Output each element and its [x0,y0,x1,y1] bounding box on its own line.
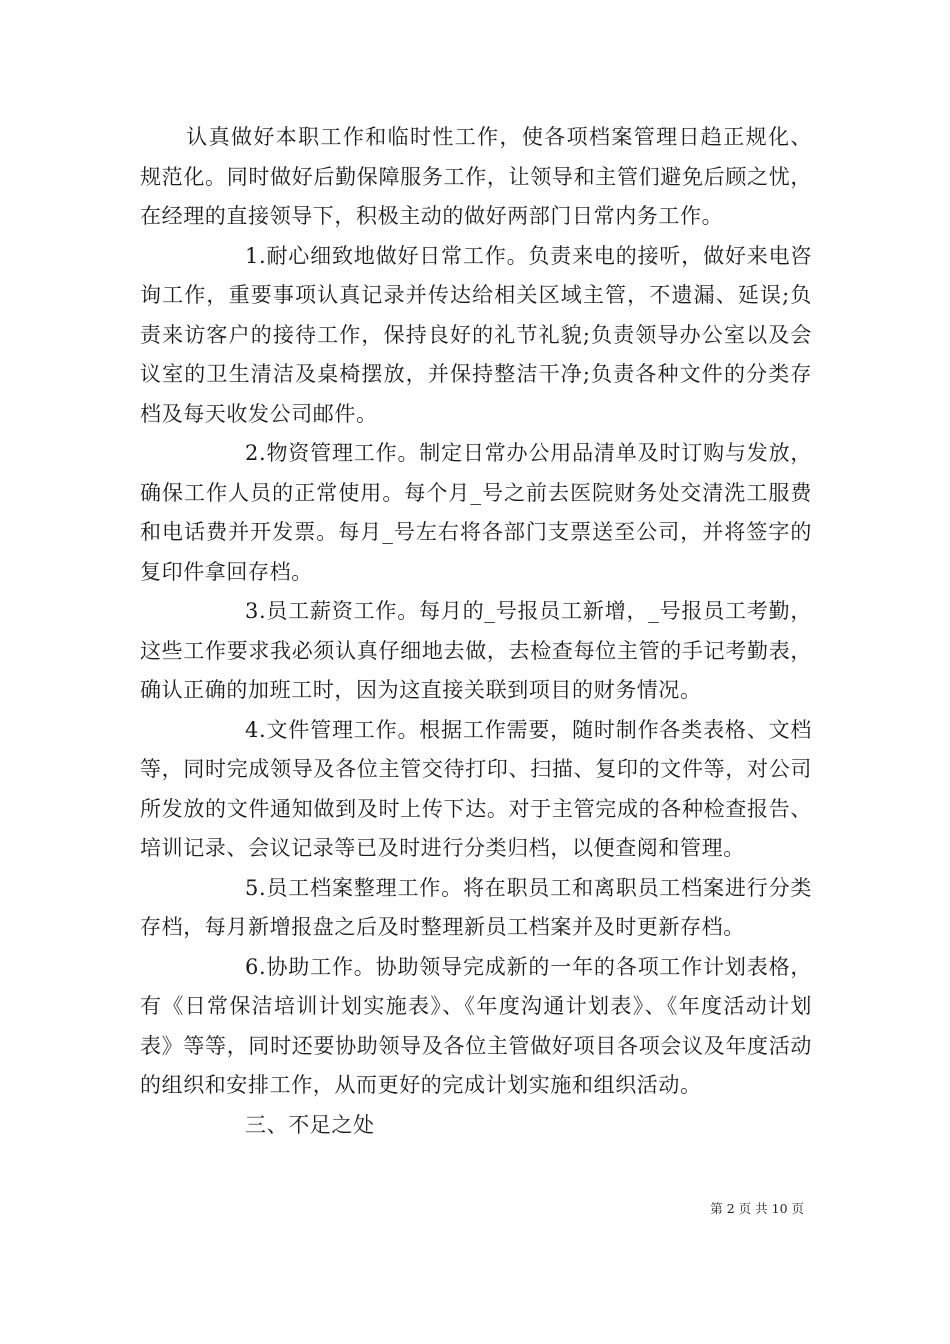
page-number-footer: 第 2 页 共 10 页 [710,1201,804,1216]
document-body [140,118,812,1145]
paragraph-item-1: 1.耐心细致地做好日常工作。负责来电的接听，做好来电咨询工作，重要事项认真记录并传达给相关区域主管，不遗漏、延误;负责来访客户的接待工作，保持良好的礼节礼貌;负责领导办公室以及会议室的卫生清洁及桌椅摆放，并保持整洁干净;负责各种文件的分类存档及每天收发公司邮件。 [140,243,812,426]
paragraph-item-3: 3.员工薪资工作。每月的_号报员工新增，_号报员工考勤，这些工作要求我必须认真仔细地去做，去检查每位主管的手记考勤表，确认正确的加班工时，因为这直接关联到项目的财务情况。 [140,599,812,702]
paragraph-item-5: 5.员工档案整理工作。将在职员工和离职员工档案进行分类存档，每月新增报盘之后及时整理新员工档案并及时更新存档。 [140,875,812,939]
paragraph-intro: 认真做好本职工作和临时性工作，使各项档案管理日趋正规化、规范化。同时做好后勤保障服务工作，让领导和主管们避免后顾之忧，在经理的直接领导下，积极主动的做好两部门日常内务工作。 [140,125,812,228]
section-heading: 三、不足之处 [245,1112,375,1137]
paragraph-item-6: 6.协助工作。协助领导完成新的一年的各项工作计划表格，有《日常保洁培训计划实施表》、《年度沟通计划表》、《年度活动计划表》等等，同时还要协助领导及各位主管做好项目各项会议及年度活动的组织和安排工作，从而更好的完成计划实施和组织活动。 [140,954,812,1097]
paragraph-item-2: 2.物资管理工作。制定日常办公用品清单及时订购与发放，确保工作人员的正常使用。每个月_号之前去医院财务处交清洗工服费和电话费并开发票。每月_号左右将各部门支票送至公司，并将签字的复印件拿回存档。 [140,441,812,584]
paragraph-item-4: 4.文件管理工作。根据工作需要，随时制作各类表格、文档等，同时完成领导及各位主管交待打印、扫描、复印的文件等，对公司所发放的文件通知做到及时上传下达。对于主管完成的各种检查报告、培训记录、会议记录等已及时进行分类归档，以便查阅和管理。 [140,717,812,860]
